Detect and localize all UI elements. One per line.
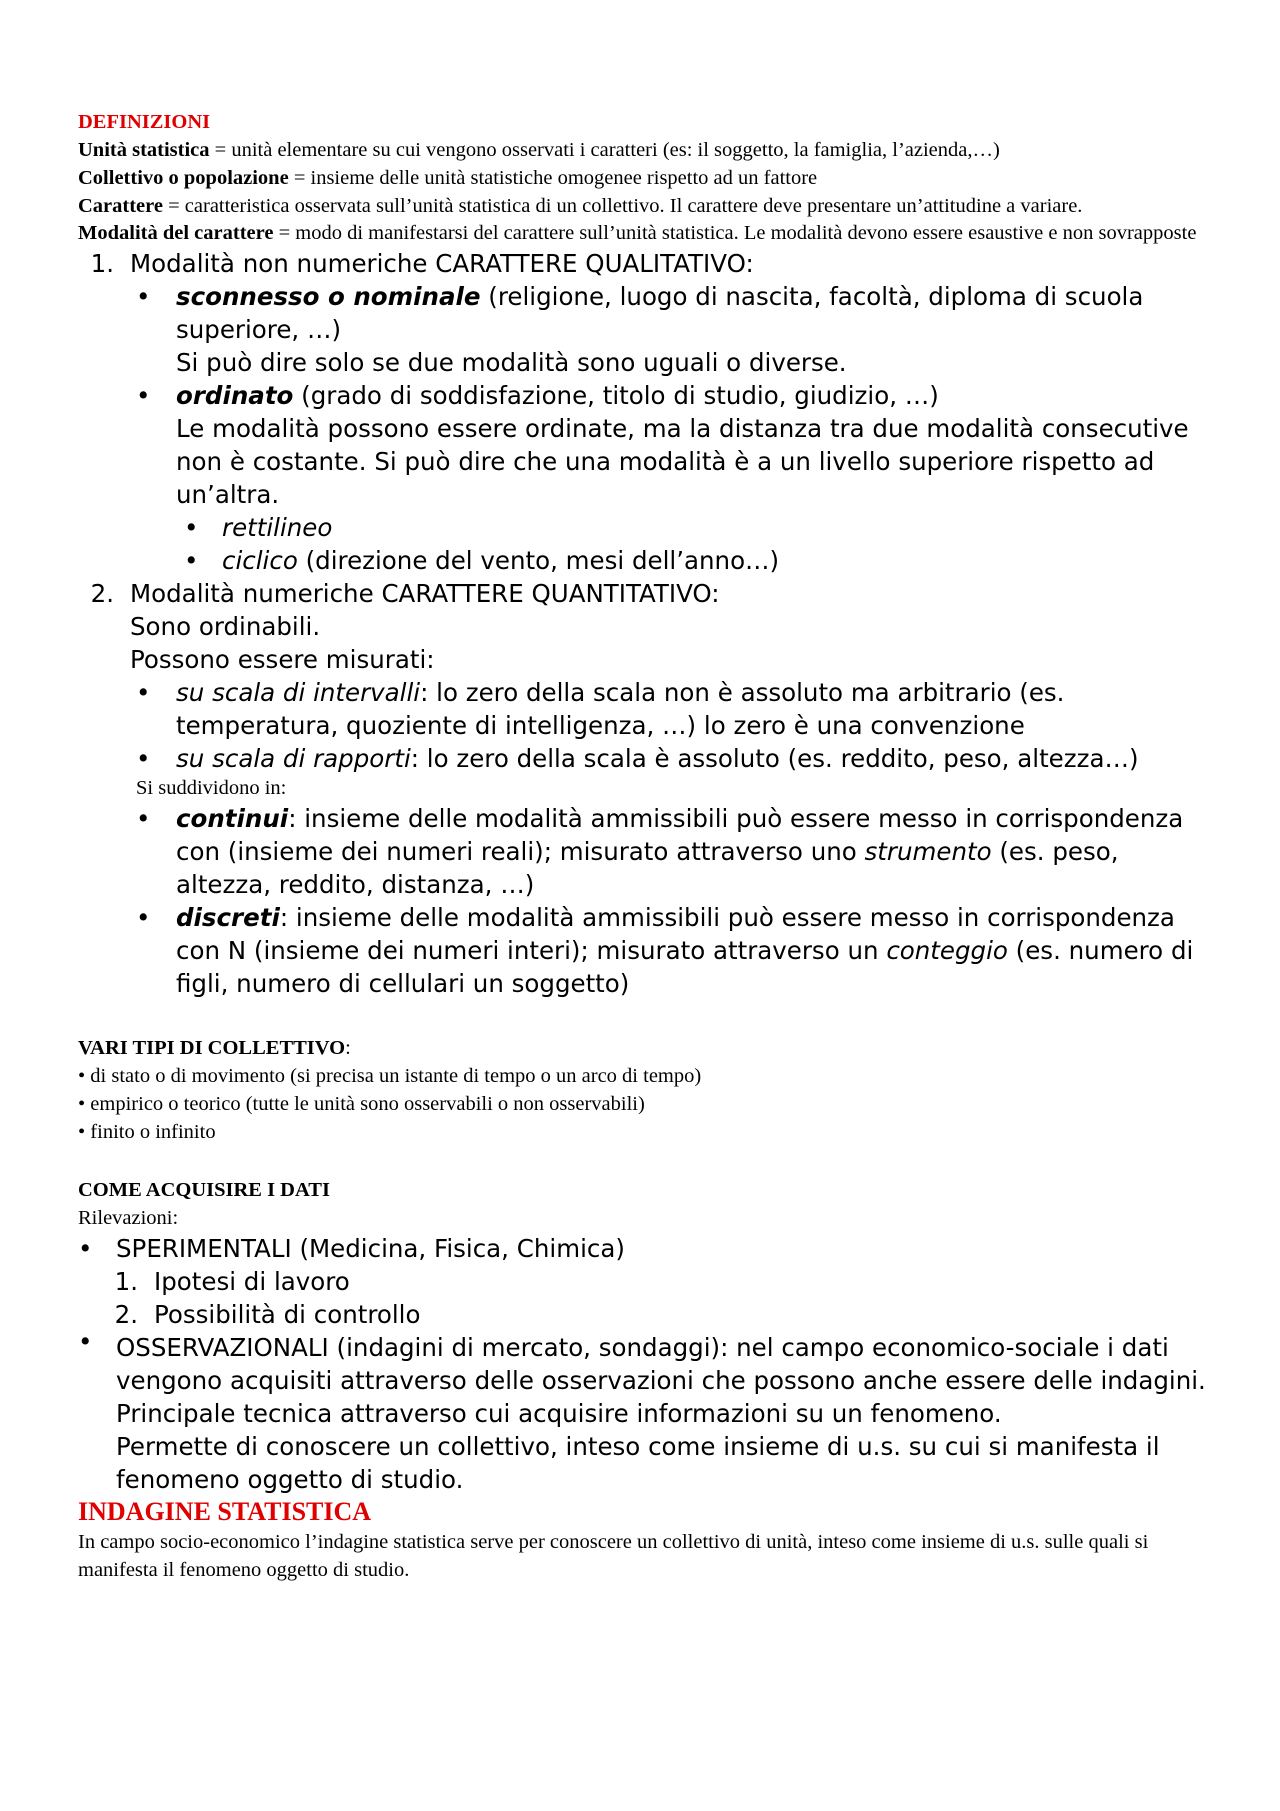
list-item: • OSSERVAZIONALI (indagini di mercato, sondaggi): nel campo economico-sociale i dati vengono acquisiti attraverso delle osservazioni che possono anche essere delle indagini. Principale tecnica attraverso cui acquisire informazioni su un fenomeno. Permette di conoscere un collettivo, inteso come insieme di u.s. su cui si manifesta il fenomeno oggetto di studio. xyxy=(78,1327,1206,1494)
bullet-icon: • xyxy=(136,744,151,773)
list-item: • SPERIMENTALI (Medicina, Fisica, Chimica) xyxy=(78,1234,625,1263)
list-item: • sconnesso o nominale (religione, luogo di nascita, facoltà, diploma di scuola superiore, …) Si può dire solo se due modalità sono uguali o diverse. xyxy=(136,282,1144,377)
survey-title: INDAGINE STATISTICA xyxy=(78,1497,372,1526)
list-item: • su scala di rapporti: lo zero della scala è assoluto (es. reddito, peso, altezza…) xyxy=(136,744,1139,773)
collective-title: VARI TIPI DI COLLETTIVO xyxy=(78,1037,346,1059)
list-item: 1. Ipotesi di lavoro xyxy=(114,1267,350,1296)
list-item: • finito o infinito xyxy=(78,1121,216,1143)
subdivide-label: Si suddividono in: xyxy=(136,777,287,799)
data-acquisition-section: COME ACQUISIRE I DATI Rilevazioni: xyxy=(78,1179,330,1229)
bullet-icon: • xyxy=(78,1234,93,1263)
list-item: • ordinato (grado di soddisfazione, titolo di studio, giudizio, …) Le modalità possono essere ordinate, ma la distanza tra due modalità consecutive non è costante. Si può dire che una modalità è a un livello superiore rispetto ad un’altra. xyxy=(136,381,1189,509)
list-item: • rettilineo xyxy=(184,513,333,542)
collective-section: VARI TIPI DI COLLETTIVO: • di stato o di movimento (si precisa un istante di tempo o un arco di tempo) • empirico o teorico (tutte le unità sono osservabili o non osservabili) • finito o infinito xyxy=(78,1034,1208,1146)
list-item: • di stato o di movimento (si precisa un istante di tempo o un arco di tempo) xyxy=(78,1065,702,1087)
document-page xyxy=(78,108,1208,1584)
list-item: • su scala di intervalli: lo zero della scala non è assoluto ma arbitrario (es. temperatura, quoziente di intelligenza, …) lo zero è una convenzione xyxy=(136,678,1065,740)
definitions-title: DEFINIZIONI xyxy=(78,111,211,133)
bullet-icon: • xyxy=(184,513,199,542)
def-collettivo: Collettivo o popolazione = insieme delle unità statistiche omogenee rispetto ad un fattore xyxy=(78,167,818,189)
rilevazioni-list xyxy=(78,1232,1208,1496)
qualitative-section xyxy=(78,247,1208,775)
data-title: COME ACQUISIRE I DATI xyxy=(78,1179,330,1201)
list-item: • empirico o teorico (tutte le unità sono osservabili o non osservabili) xyxy=(78,1093,645,1115)
list-item: 2. Modalità numeriche CARATTERE QUANTITATIVO: Sono ordinabili. Possono essere misurati: xyxy=(90,579,720,674)
list-item: • ciclico (direzione del vento, mesi dell’anno…) xyxy=(184,546,780,575)
definitions-section xyxy=(78,108,1208,247)
def-unita: Unità statistica = unità elementare su cui vengono osservati i caratteri (es: il soggetto, la famiglia, l’azienda,…) xyxy=(78,139,1000,161)
survey-section xyxy=(78,1496,1208,1584)
survey-text: In campo socio-economico l’indagine statistica serve per conoscere un collettivo di unità, inteso come insieme di u.s. sulle quali si manifesta il fenomeno oggetto di studio. xyxy=(78,1531,1149,1581)
bullet-icon: • xyxy=(136,282,151,311)
def-carattere: Carattere = caratteristica osservata sull’unità statistica di un collettivo. Il carattere deve presentare un’attitudine a variare. xyxy=(78,195,1083,217)
def-modalita: Modalità del carattere = modo di manifestarsi del carattere sull’unità statistica. Le modalità devono essere esaustive e non sovrapposte xyxy=(78,222,1197,244)
bullet-icon: • xyxy=(136,903,151,932)
quantitative-types xyxy=(78,802,1208,1000)
bullet-icon: • xyxy=(136,678,151,707)
bullet-icon: • xyxy=(136,381,151,410)
bullet-icon: • xyxy=(136,804,151,833)
list-item: • continui: insieme delle modalità ammissibili può essere messo in corrispondenza con (insieme dei numeri reali); misurato attraverso uno strumento (es. peso, altezza, reddito, distanza, …) xyxy=(136,804,1184,899)
bullet-icon: • xyxy=(78,1327,93,1356)
bullet-icon: • xyxy=(184,546,199,575)
list-item: 2. Possibilità di controllo xyxy=(114,1300,421,1329)
list-item: • discreti: insieme delle modalità ammissibili può essere messo in corrispondenza con N (insieme dei numeri interi); misurato attraverso un conteggio (es. numero di figli, numero di cellulari un soggetto) xyxy=(136,903,1194,998)
list-item: 1. Modalità non numeriche CARATTERE QUALITATIVO: xyxy=(90,249,754,278)
